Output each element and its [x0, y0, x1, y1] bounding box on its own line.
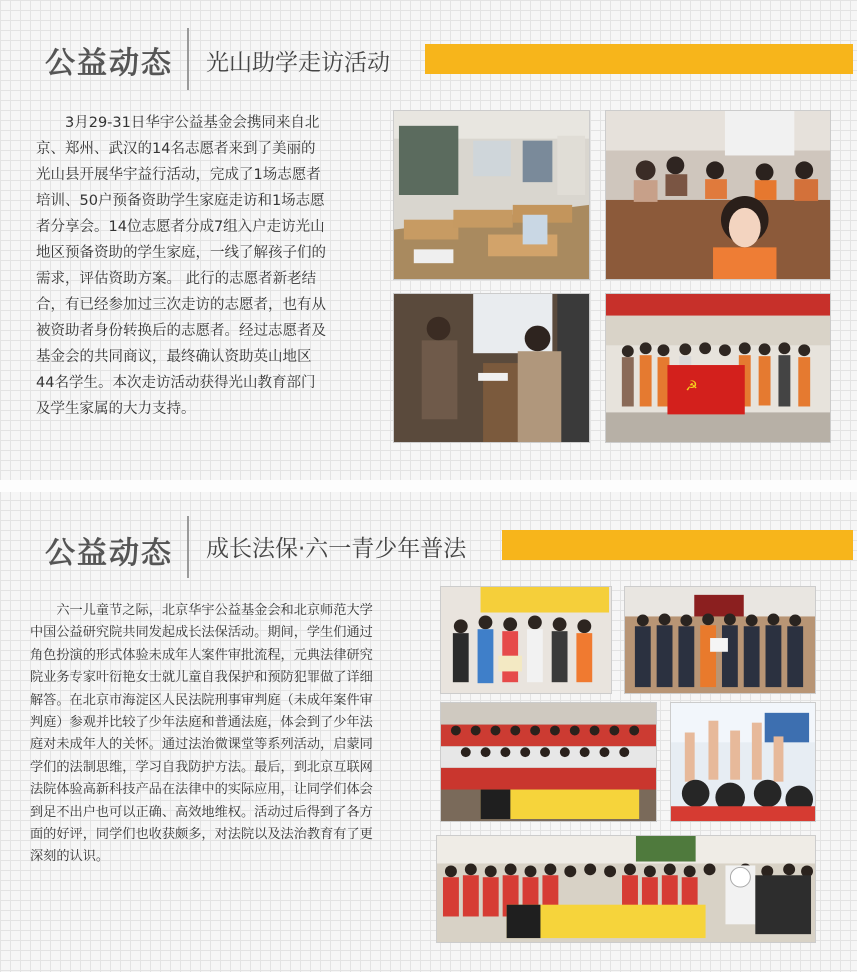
- section-divider: [0, 480, 857, 492]
- photo-group-flag: [605, 293, 831, 443]
- photo-children-banner: [440, 586, 612, 694]
- photo-group-banner: [436, 835, 816, 943]
- section-heading: 公益动态: [45, 536, 173, 571]
- heading-divider: [187, 516, 189, 578]
- section-subheading: 光山助学走访活动: [206, 50, 390, 76]
- section-guangshan: [0, 0, 857, 480]
- photo-classroom-group: [440, 702, 657, 822]
- accent-bar: [502, 530, 853, 560]
- section-body-text: 六一儿童节之际，北京华宇公益基金会和北京师范大学 中国公益研究院共同发起成长法保活动。期间，学生们通过 角色扮演的形式体验未成年人案件审批流程，元典法律研究 院业务专家叶衍艳女士就儿童自我保护和预防犯罪做了详细 解答。在北京市海淀区人民法院刑事审判庭（未成年案件审 判庭）参观并比较了少年法庭和普通法庭，体会到了少年法 庭对未成年人的关怀。通过法治微课堂等系列活动，启蒙同 学们的法制思维，学习自我防护方法。最后，到北京互联网 法院体验高新科技产品在法律中的实际应用，让同学们体会 到足不出户也可以正确、高效地维权。活动过后得到了各方 面的好评，同学们也收获颇多，对法院以及法治教育有了更 深刻的认识。: [30, 603, 373, 865]
- svg-text:☭: ☭: [685, 378, 698, 395]
- heading-divider: [187, 28, 189, 90]
- section-body-text: 3月29-31日华宇公益基金会携同来自北 京、郑州、武汉的14名志愿者来到了美丽的 光山县开展华宇益行活动，完成了1场志愿者 培训、50户预备资助学生家庭走访和1场志愿 者分享会。14位志愿者分成7组入户走访光山 地区预备资助的学生家庭，一线了解孩子们的 需求，评估资助方案。 此行的志愿者新老结 合，有已经参加过三次走访的志愿者，也有从 被资助者身份转换后的志愿者。经过志愿者及 基金会的共同商议，最终确认资助英山地区 44名学生。本次走访活动获得光山教育部门 及学生家属的大力支持。: [36, 115, 326, 417]
- section-law-education: [0, 492, 857, 972]
- section-subheading: 成长法保·六一青少年普法: [206, 536, 467, 562]
- section-heading: 公益动态: [45, 46, 173, 81]
- photo-court-visit: [624, 586, 816, 694]
- accent-bar: [425, 44, 853, 74]
- photo-volunteer-meeting: [605, 110, 831, 280]
- photo-home-visit: [393, 293, 590, 443]
- photo-raised-hands: [670, 702, 816, 822]
- photo-classroom: [393, 110, 590, 280]
